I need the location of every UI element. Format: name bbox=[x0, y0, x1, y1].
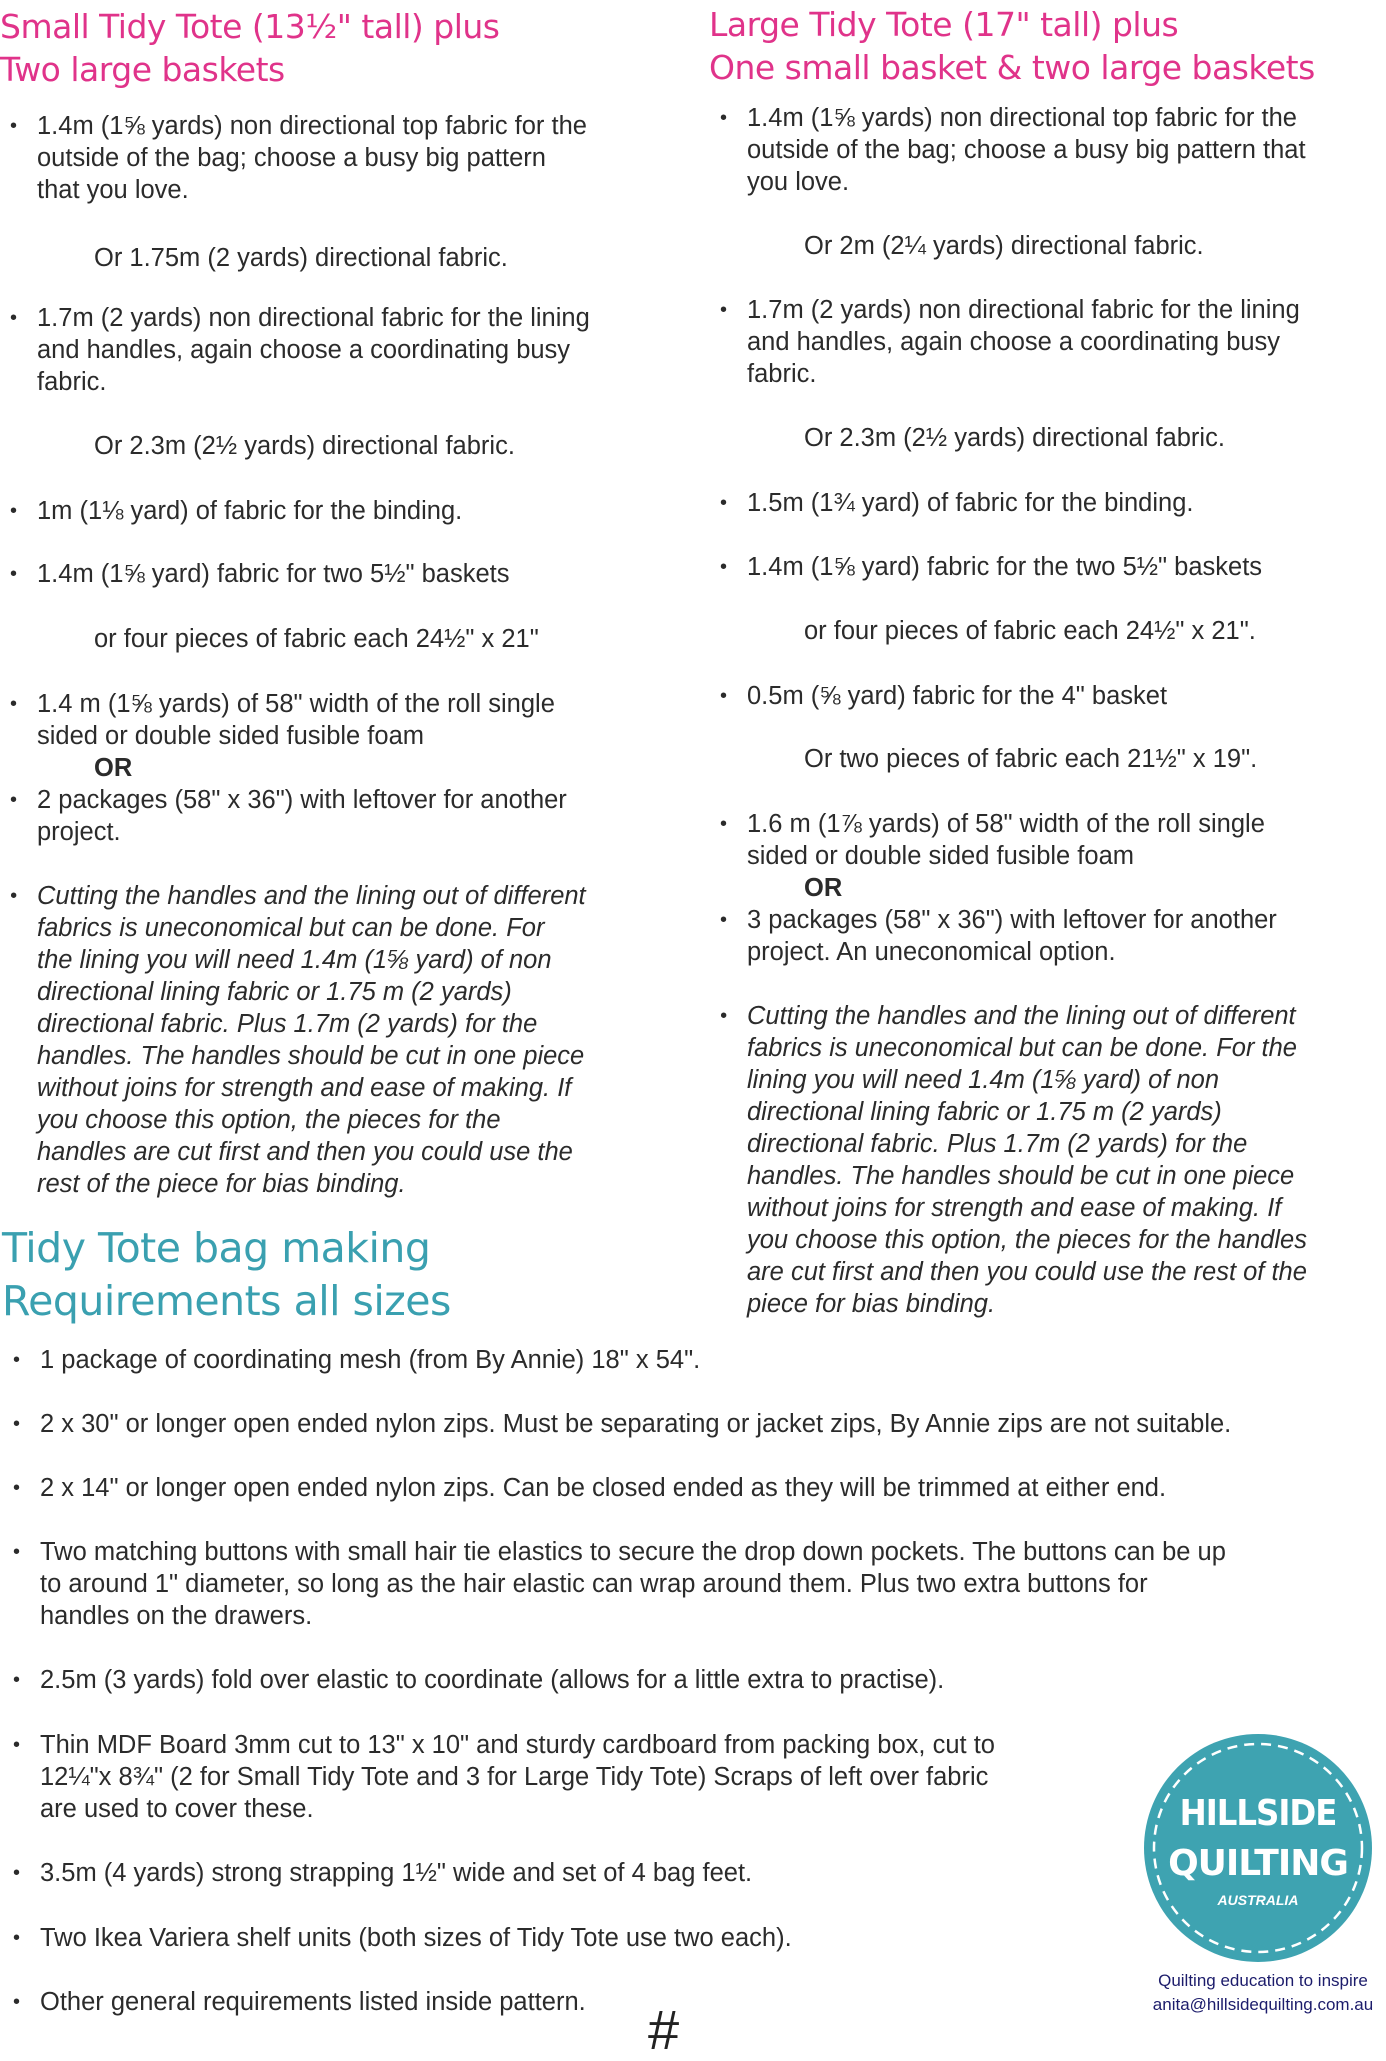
bullet-icon: • bbox=[13, 1862, 21, 1884]
right-item-bullet bbox=[720, 904, 1277, 968]
text-line: 1.4m (1⅝ yards) non directional top fabric for the bbox=[37, 112, 587, 140]
text-line: directional lining fabric or 1.75 m (2 yards) bbox=[747, 1098, 1222, 1126]
left-item-bullet bbox=[10, 688, 555, 752]
heading-line: Small Tidy Tote (13½" tall) plus bbox=[0, 7, 500, 46]
bullet-icon: • bbox=[10, 307, 18, 329]
text-line: outside of the bag; choose a busy big pattern bbox=[37, 144, 546, 172]
bullet-icon: • bbox=[10, 500, 18, 522]
left-item-indent bbox=[94, 430, 515, 462]
heading-line: Requirements all sizes bbox=[2, 1277, 451, 1325]
page-mark: # bbox=[648, 1998, 680, 2061]
right-item-indent bbox=[804, 743, 1257, 775]
text-line: or four pieces of fabric each 24½" x 21". bbox=[804, 617, 1256, 645]
text-line: sided or double sided fusible foam bbox=[747, 842, 1134, 870]
left-item-bullet bbox=[10, 558, 510, 590]
bullet-icon: • bbox=[13, 1477, 21, 1499]
text-line: 1.4m (1⅝ yards) non directional top fabric for the bbox=[747, 104, 1297, 132]
left-item-indent bbox=[94, 623, 539, 655]
text-line: Two matching buttons with small hair tie elastics to secure the drop down pockets. The buttons can be up bbox=[40, 1538, 1226, 1566]
hillside-quilting-logo bbox=[1143, 1733, 1373, 1963]
left-item-bullet bbox=[10, 302, 590, 398]
text-line: project. bbox=[37, 818, 121, 846]
text-line: directional lining fabric or 1.75 m (2 yards) bbox=[37, 978, 512, 1006]
bullet-icon: • bbox=[10, 789, 18, 811]
text-line: without joins for strength and ease of making. If bbox=[747, 1194, 1282, 1222]
left-item-bullet bbox=[10, 110, 587, 206]
svg-text:QUILTING: QUILTING bbox=[1168, 1843, 1348, 1884]
right-item-bullet bbox=[720, 808, 1265, 872]
text-line: 2 packages (58" x 36") with leftover for another bbox=[37, 786, 567, 814]
heading-line: Two large baskets bbox=[0, 50, 285, 89]
bullet-icon: • bbox=[720, 299, 728, 321]
text-line: without joins for strength and ease of making. If bbox=[37, 1074, 572, 1102]
bullet-icon: • bbox=[13, 1991, 21, 2013]
text-line: you love. bbox=[747, 168, 850, 196]
tagline: Quilting education to inspire bbox=[1158, 1971, 1368, 1990]
right-item-indent bbox=[804, 230, 1204, 262]
text-line: Or two pieces of fabric each 21½" x 19". bbox=[804, 745, 1258, 773]
text-line: 2 x 14" or longer open ended nylon zips. Can be closed ended as they will be trimmed at either end. bbox=[40, 1474, 1167, 1502]
all-item-bullet bbox=[13, 1857, 753, 1889]
text-line: fabric. bbox=[747, 360, 817, 388]
right-item-bullet bbox=[720, 294, 1300, 390]
text-line: to around 1" diameter, so long as the hair elastic can wrap around them. Plus two extra buttons for bbox=[40, 1570, 1148, 1598]
all-item-bullet bbox=[13, 1344, 701, 1376]
text-line: handles are cut first and then you could use the bbox=[37, 1138, 573, 1166]
bullet-icon: • bbox=[720, 556, 728, 578]
text-line: Other general requirements listed inside pattern. bbox=[40, 1988, 586, 2016]
small-tote-heading bbox=[0, 5, 500, 91]
bullet-icon: • bbox=[10, 693, 18, 715]
bullet-icon: • bbox=[10, 885, 18, 907]
bullet-icon: • bbox=[720, 909, 728, 931]
all-item-bullet bbox=[13, 1472, 1167, 1504]
text-line: lining you will need 1.4m (1⅝ yard) of non bbox=[747, 1066, 1220, 1094]
bullet-icon: • bbox=[10, 563, 18, 585]
text-line: 1.4m (1⅝ yard) fabric for the two 5½" baskets bbox=[747, 553, 1263, 581]
text-line: that you love. bbox=[37, 176, 189, 204]
text-line: fabrics is uneconomical but can be done. For the bbox=[747, 1034, 1297, 1062]
right-item-indent bbox=[804, 615, 1256, 647]
text-line: you choose this option, the pieces for the handles bbox=[747, 1226, 1307, 1254]
bullet-icon: • bbox=[720, 813, 728, 835]
text-line: 1.4 m (1⅝ yards) of 58" width of the roll single bbox=[37, 690, 555, 718]
bullet-icon: • bbox=[720, 1005, 728, 1027]
text-line: sided or double sided fusible foam bbox=[37, 722, 424, 750]
text-line: directional fabric. Plus 1.7m (2 yards) for the bbox=[747, 1130, 1248, 1158]
bullet-icon: • bbox=[13, 1734, 21, 1756]
bullet-icon: • bbox=[10, 115, 18, 137]
text-line: rest of the piece for bias binding. bbox=[37, 1170, 406, 1198]
all-item-bullet bbox=[13, 1729, 995, 1825]
right-item-or bbox=[804, 872, 842, 904]
text-line: 1.4m (1⅝ yard) fabric for two 5½" baskets bbox=[37, 560, 510, 588]
heading-line: Large Tidy Tote (17" tall) plus bbox=[709, 5, 1179, 44]
text-line: 1.7m (2 yards) non directional fabric for the lining bbox=[747, 296, 1300, 324]
text-line: Cutting the handles and the lining out of different bbox=[747, 1002, 1296, 1030]
text-line: Or 2m (2¼ yards) directional fabric. bbox=[804, 232, 1204, 260]
right-item-bullet bbox=[720, 551, 1263, 583]
text-line: OR bbox=[94, 754, 133, 782]
right-item-bullet bbox=[720, 680, 1168, 712]
bullet-icon: • bbox=[720, 107, 728, 129]
text-line: piece for bias binding. bbox=[747, 1290, 996, 1318]
bullet-icon: • bbox=[13, 1349, 21, 1371]
heading-line: Tidy Tote bag making bbox=[2, 1224, 431, 1272]
text-line: are cut first and then you could use the rest of the bbox=[747, 1258, 1307, 1286]
svg-text:AUSTRALIA: AUSTRALIA bbox=[1217, 1892, 1299, 1908]
text-line: 1 package of coordinating mesh (from By Annie) 18" x 54". bbox=[40, 1346, 701, 1374]
bullet-icon: • bbox=[720, 685, 728, 707]
text-line: Cutting the handles and the lining out of different bbox=[37, 882, 586, 910]
text-line: Or 2.3m (2½ yards) directional fabric. bbox=[804, 424, 1225, 452]
text-line: Two Ikea Variera shelf units (both sizes of Tidy Tote use two each). bbox=[40, 1924, 792, 1952]
text-line: the lining you will need 1.4m (1⅝ yard) of non bbox=[37, 946, 552, 974]
all-item-bullet bbox=[13, 1986, 586, 2018]
bullet-icon: • bbox=[720, 492, 728, 514]
left-item-indent bbox=[94, 242, 508, 274]
text-line: 12¼"x 8¾" (2 for Small Tidy Tote and 3 for Large Tidy Tote) Scraps of left over fabric bbox=[40, 1763, 989, 1791]
heading-line: One small basket & two large baskets bbox=[709, 48, 1315, 87]
text-line: Or 2.3m (2½ yards) directional fabric. bbox=[94, 432, 515, 460]
text-line: 2.5m (3 yards) fold over elastic to coordinate (allows for a little extra to practise). bbox=[40, 1666, 945, 1694]
right-item-italic bbox=[720, 1000, 1307, 1320]
all-item-bullet bbox=[13, 1664, 945, 1696]
left-item-bullet bbox=[10, 784, 567, 848]
text-line: fabric. bbox=[37, 368, 107, 396]
text-line: Or 1.75m (2 yards) directional fabric. bbox=[94, 244, 508, 272]
bullet-icon: • bbox=[13, 1413, 21, 1435]
text-line: are used to cover these. bbox=[40, 1795, 314, 1823]
text-line: directional fabric. Plus 1.7m (2 yards) for the bbox=[37, 1010, 538, 1038]
contact-email[interactable]: anita@hillsidequilting.com.au bbox=[1152, 1995, 1374, 2014]
text-line: Thin MDF Board 3mm cut to 13" x 10" and sturdy cardboard from packing box, cut to bbox=[40, 1731, 995, 1759]
text-line: project. An uneconomical option. bbox=[747, 938, 1116, 966]
text-line: handles. The handles should be cut in one piece bbox=[37, 1042, 585, 1070]
text-line: 1.5m (1¾ yard) of fabric for the binding. bbox=[747, 489, 1194, 517]
text-line: OR bbox=[804, 874, 843, 902]
text-line: 1.6 m (1⅞ yards) of 58" width of the roll single bbox=[747, 810, 1265, 838]
text-line: 3.5m (4 yards) strong strapping 1½" wide and set of 4 bag feet. bbox=[40, 1859, 753, 1887]
text-line: 1.7m (2 yards) non directional fabric for the lining bbox=[37, 304, 590, 332]
left-item-bullet bbox=[10, 495, 463, 527]
text-line: and handles, again choose a coordinating busy bbox=[37, 336, 571, 364]
right-item-bullet bbox=[720, 487, 1194, 519]
right-item-indent bbox=[804, 422, 1225, 454]
bullet-icon: • bbox=[13, 1927, 21, 1949]
right-item-bullet bbox=[720, 102, 1306, 198]
text-line: 1m (1⅛ yard) of fabric for the binding. bbox=[37, 497, 463, 525]
text-line: and handles, again choose a coordinating busy bbox=[747, 328, 1281, 356]
large-tote-heading bbox=[709, 3, 1315, 89]
text-line: handles on the drawers. bbox=[40, 1602, 313, 1630]
all-item-bullet bbox=[13, 1536, 1226, 1632]
text-line: you choose this option, the pieces for the bbox=[37, 1106, 501, 1134]
text-line: or four pieces of fabric each 24½" x 21" bbox=[94, 625, 539, 653]
bullet-icon: • bbox=[13, 1541, 21, 1563]
text-line: outside of the bag; choose a busy big pattern that bbox=[747, 136, 1306, 164]
left-item-or bbox=[94, 752, 132, 784]
all-sizes-heading bbox=[2, 1222, 451, 1328]
text-line: fabrics is uneconomical but can be done. For bbox=[37, 914, 545, 942]
text-line: handles. The handles should be cut in one piece bbox=[747, 1162, 1295, 1190]
svg-text:HILLSIDE: HILLSIDE bbox=[1179, 1793, 1337, 1834]
text-line: 3 packages (58" x 36") with leftover for another bbox=[747, 906, 1277, 934]
text-line: 2 x 30" or longer open ended nylon zips. Must be separating or jacket zips, By Annie zips are not suitable. bbox=[40, 1410, 1232, 1438]
left-item-italic bbox=[10, 880, 586, 1200]
all-item-bullet bbox=[13, 1408, 1232, 1440]
text-line: 0.5m (⅝ yard) fabric for the 4" basket bbox=[747, 682, 1168, 710]
all-item-bullet bbox=[13, 1922, 792, 1954]
bullet-icon: • bbox=[13, 1669, 21, 1691]
